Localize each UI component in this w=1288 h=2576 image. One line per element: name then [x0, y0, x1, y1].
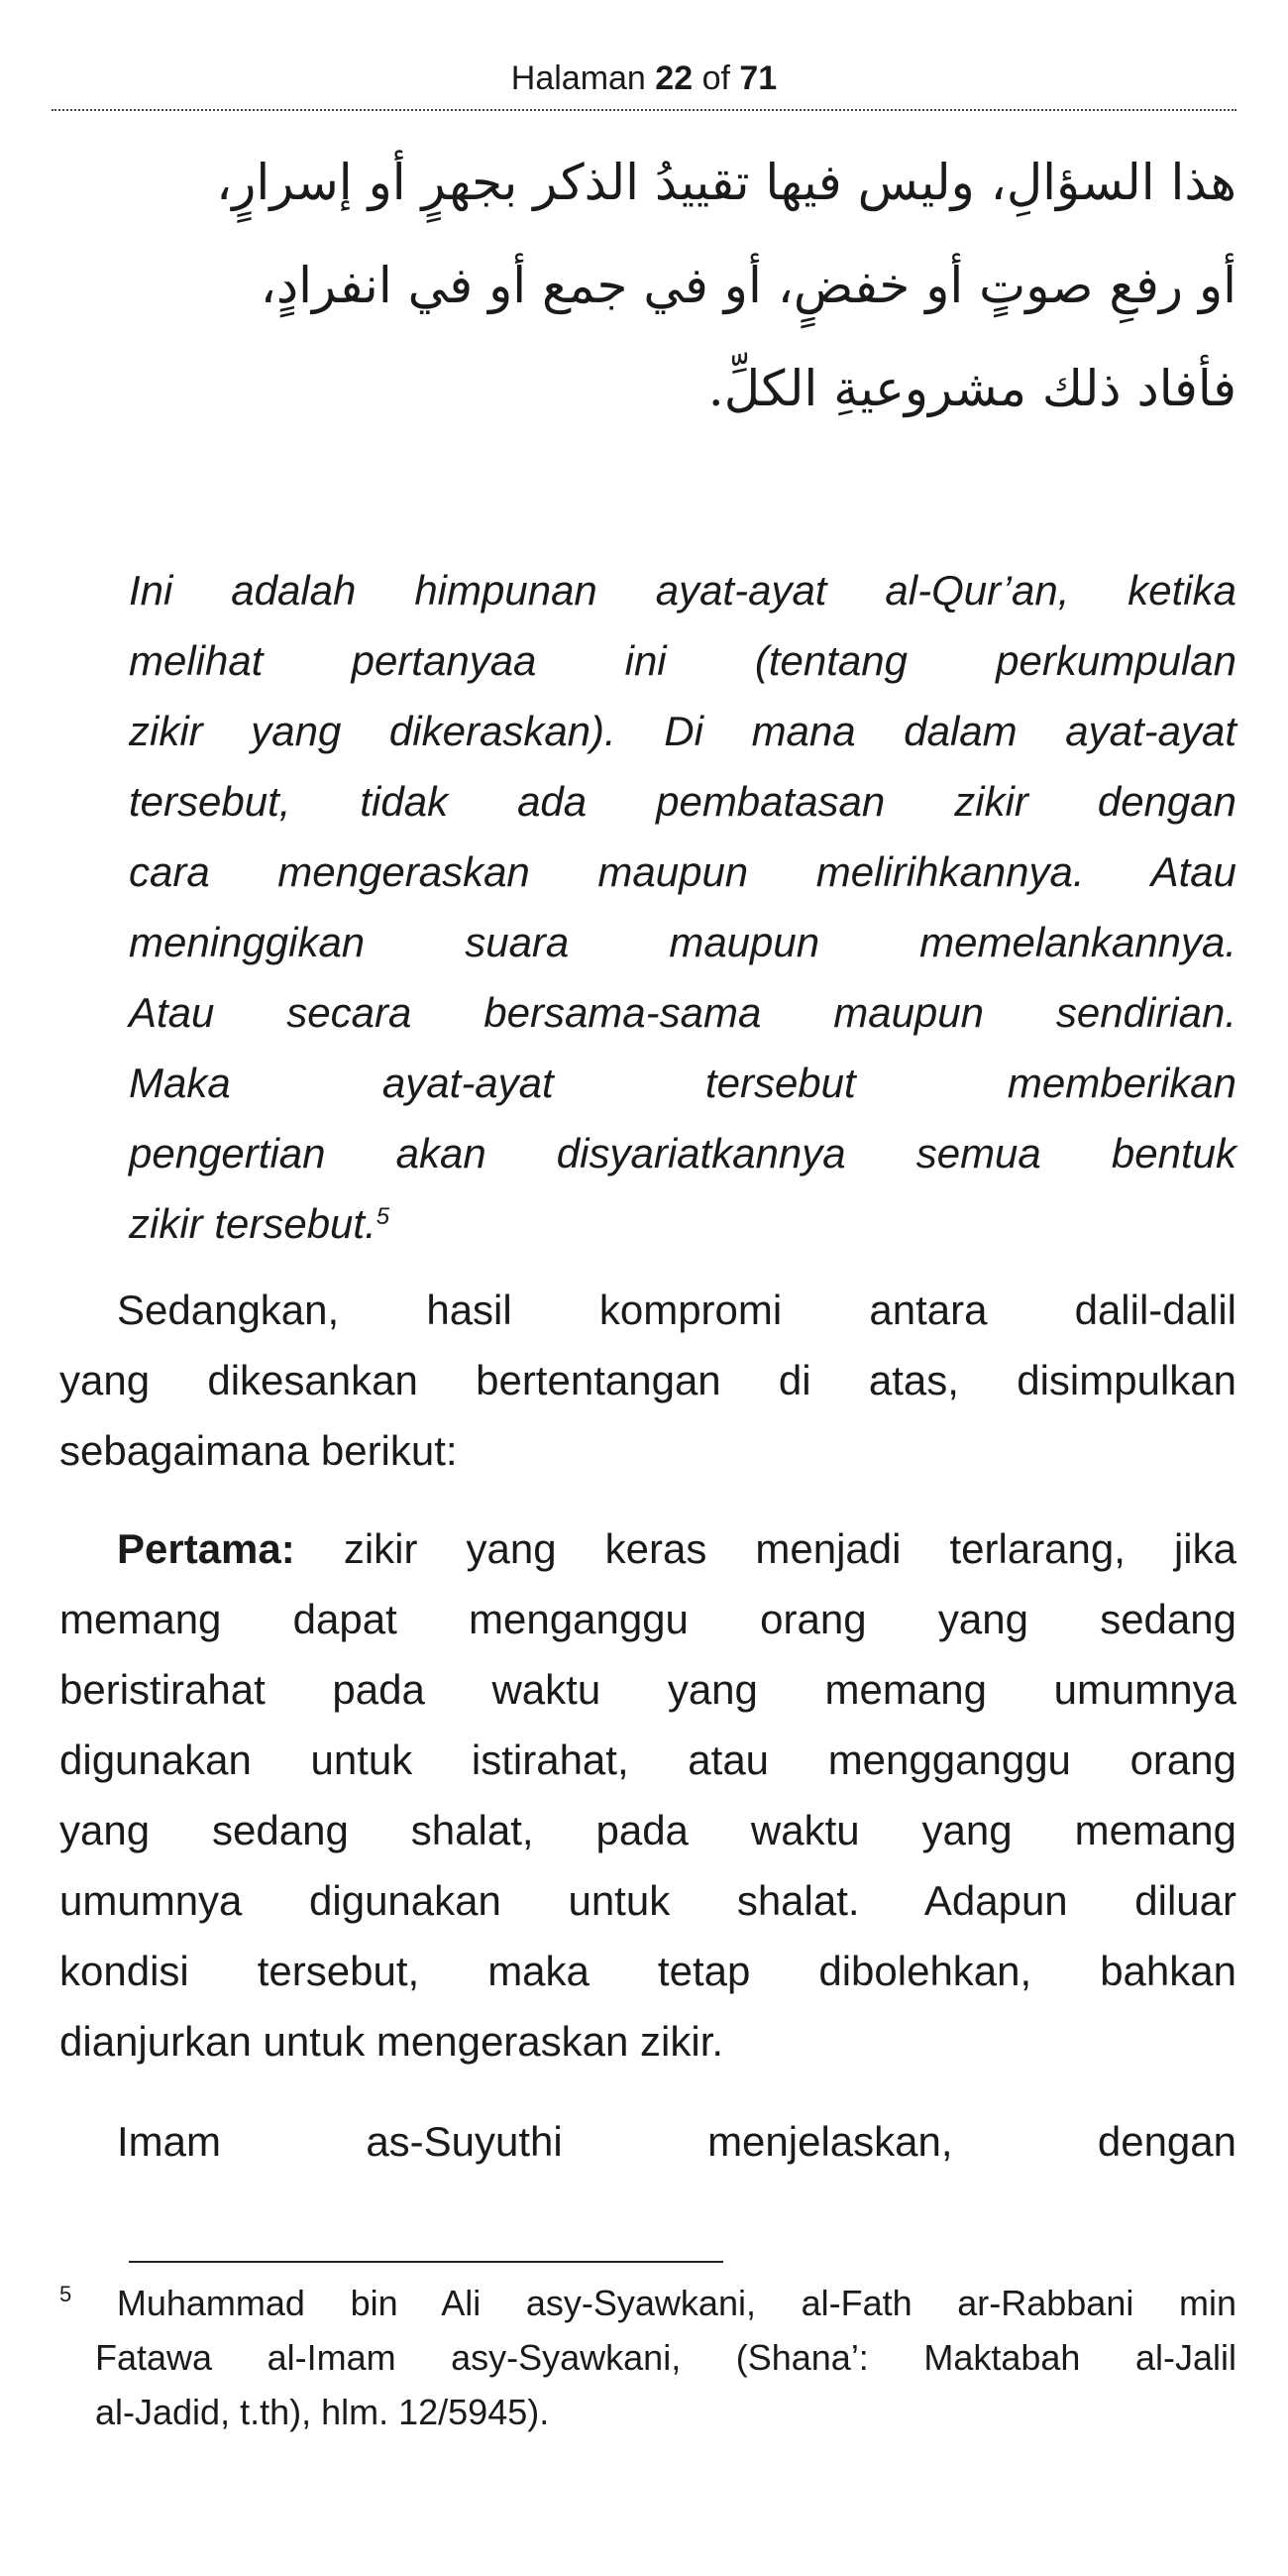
paragraph-line: Imam as-Suyuthi menjelaskan, dengan	[117, 2118, 1236, 2165]
quote-last-line	[129, 1188, 1236, 1259]
paragraph-suyuthi	[59, 2106, 1236, 2177]
quote-line: Maka ayat-ayat tersebut memberikan	[129, 1060, 1236, 1106]
footnote-line: al-Jadid, t.th), hlm. 12/5945).	[95, 2392, 550, 2432]
footnote-first-line	[59, 2276, 1236, 2330]
paragraph-line: umumnya digunakan untuk shalat. Adapun diluar	[59, 1877, 1236, 1924]
paragraph-line: zikir yang keras menjadi terlarang, jika	[343, 1525, 1236, 1572]
quote-line: Ini adalah himpunan ayat-ayat al-Qur’an, ketika	[129, 567, 1236, 614]
quote-line: cara mengeraskan maupun melirihkannya. Atau	[129, 848, 1236, 895]
paragraph-line: dianjurkan untuk mengeraskan zikir.	[59, 2018, 724, 2065]
arabic-line: هذا السؤالِ، وليس فيها تقييدُ الذكر بجهرٍ أو إسرارٍ،	[216, 154, 1236, 211]
footnote-divider	[129, 2261, 723, 2263]
paragraph-kompromi	[59, 1275, 1236, 1486]
total-pages-number: 71	[739, 59, 778, 97]
translation-quote	[129, 555, 1236, 1259]
quote-line: pengertian akan disyariatkannya semua bentuk	[129, 1130, 1236, 1176]
footnote-reference[interactable]: 5	[376, 1203, 390, 1230]
paragraph-line: yang sedang shalat, pada waktu yang memang	[59, 1807, 1236, 1853]
arabic-line: أو رفعِ صوتٍ أو خفضٍ، أو في جمع أو في انفرادٍ،	[260, 257, 1236, 314]
page-of-label: of	[701, 59, 730, 97]
paragraph-line: beristirahat pada waktu yang memang umumnya	[59, 1666, 1236, 1713]
quote-line: Atau secara bersama-sama maupun sendirian.	[129, 989, 1236, 1036]
quote-line: meninggikan suara maupun memelankannya.	[129, 919, 1236, 965]
paragraph-line: sebagaimana berikut:	[59, 1427, 458, 1474]
paragraph-pertama	[59, 1513, 1236, 2076]
paragraph-first-line	[59, 1513, 1236, 1584]
paragraph-line: memang dapat menganggu orang yang sedang	[59, 1596, 1236, 1642]
footnote-number: 5	[59, 2282, 72, 2306]
current-page-number: 22	[655, 59, 694, 97]
paragraph-line: digunakan untuk istirahat, atau mengganggu orang	[59, 1736, 1236, 1783]
quote-line: zikir yang dikeraskan). Di mana dalam ayat-ayat	[129, 708, 1236, 754]
paragraph-line: yang dikesankan bertentangan di atas, disimpulkan	[59, 1357, 1236, 1403]
footnote	[59, 2276, 1236, 2439]
quote-line: melihat pertanyaa ini (tentang perkumpulan	[129, 637, 1236, 684]
arabic-text-block	[59, 131, 1236, 440]
page-header	[52, 57, 1236, 111]
pertama-label: Pertama:	[117, 1525, 295, 1572]
arabic-line: فأفاد ذلك مشروعيةِ الكلِّ.	[707, 360, 1236, 417]
quote-line: zikir tersebut.	[129, 1200, 376, 1247]
quote-line: tersebut, tidak ada pembatasan zikir dengan	[129, 778, 1236, 825]
paragraph-line: Sedangkan, hasil kompromi antara dalil-dalil	[117, 1287, 1236, 1333]
footnote-line: Fatawa al-Imam asy-Syawkani, (Shana’: Maktabah al-Jalil	[95, 2337, 1236, 2378]
page-label: Halaman	[510, 59, 646, 97]
footnote-line: Muhammad bin Ali asy-Syawkani, al-Fath ar-Rabbani min	[116, 2283, 1236, 2323]
paragraph-line: kondisi tersebut, maka tetap dibolehkan, bahkan	[59, 1948, 1236, 1994]
